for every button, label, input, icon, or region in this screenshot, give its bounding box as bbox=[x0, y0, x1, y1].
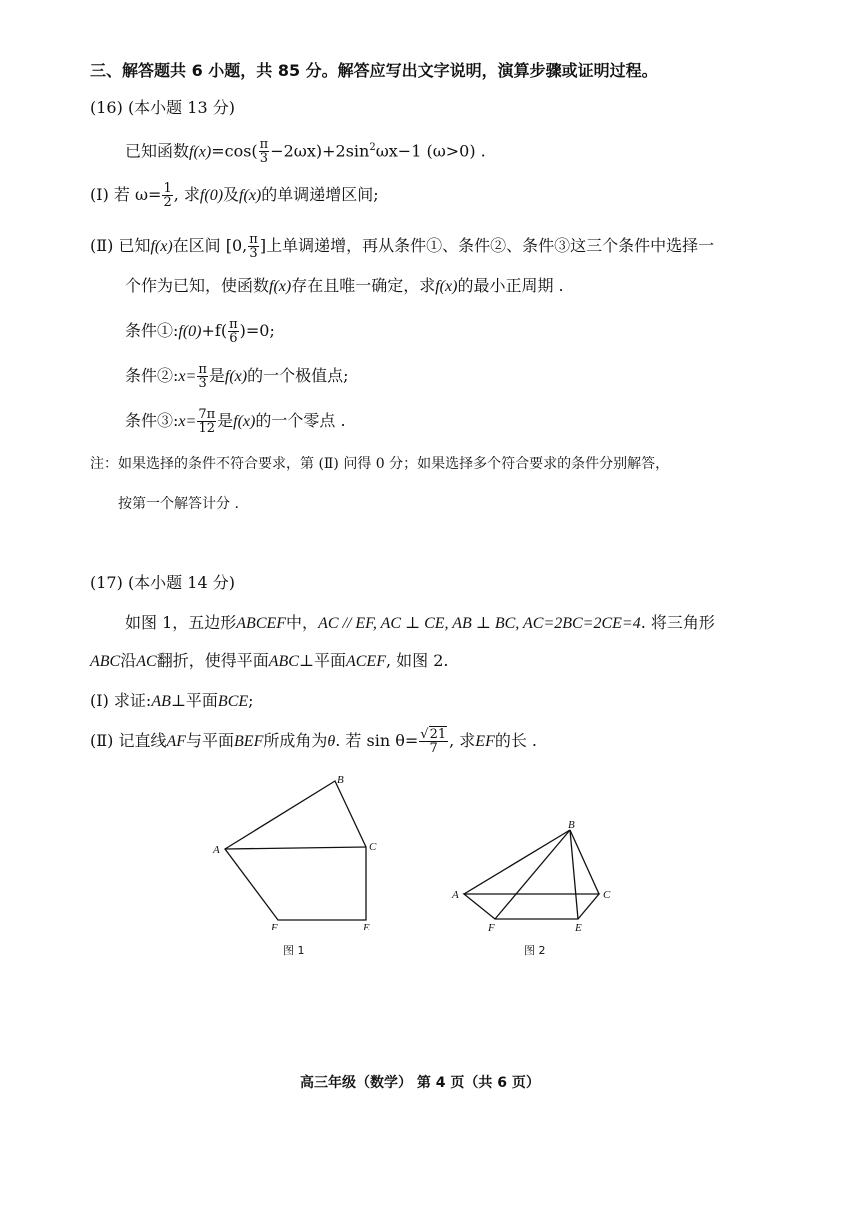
label-a: A bbox=[452, 889, 459, 901]
fraction: $\frac{\pi}{6}$ bbox=[229, 317, 238, 346]
part-label: (Ⅱ) bbox=[90, 236, 114, 255]
segment-bf bbox=[495, 830, 570, 919]
condition-2: 条件②:x= $\frac{\pi}{3}$ 是f(x)的一个极值点; bbox=[125, 362, 349, 391]
part-label: (Ⅱ) bbox=[90, 731, 114, 750]
label-e: E bbox=[575, 922, 582, 933]
q16-stem-text: 已知函数 bbox=[125, 141, 190, 161]
note-line-2: 按第一个解答计分 . bbox=[118, 496, 239, 512]
section-heading: 三、解答题共 6 小题，共 85 分。解答应写出文字说明，演算步骤或证明过程。 bbox=[90, 61, 658, 80]
part-label: (Ⅰ) bbox=[90, 691, 109, 710]
pentagon-outline bbox=[225, 781, 366, 920]
segment-be bbox=[570, 830, 578, 919]
figure-2-folded-solid bbox=[448, 818, 623, 933]
q17-stem-line2: ABC沿AC翻折，使得平面ABC⊥平面ACEF, 如图 2. bbox=[90, 651, 449, 670]
fraction: $\frac{1}{2}$ bbox=[163, 181, 172, 210]
q16-part2-line2: 个作为已知，使函数f(x)存在且唯一确定，求f(x)的最小正周期 . bbox=[125, 276, 564, 295]
figure-1-caption: 图 1 bbox=[283, 944, 305, 957]
q17-header bbox=[90, 572, 235, 594]
base-acef bbox=[464, 894, 599, 919]
fx-symbol: f(x) bbox=[189, 143, 212, 161]
label-b: B bbox=[337, 774, 344, 786]
fraction: $\frac{7\pi}{12}$ bbox=[198, 407, 216, 436]
label-f: F bbox=[488, 922, 495, 933]
note-line-1: 注：如果选择的条件不符合要求，第 (Ⅱ) 问得 0 分；如果选择多个符合要求的条件分别解答， bbox=[90, 456, 670, 472]
segment-ac bbox=[225, 847, 366, 849]
label-b: B bbox=[568, 819, 575, 831]
q16-stem-text: −2ωx)+2sin bbox=[270, 141, 370, 161]
label-a: A bbox=[213, 844, 220, 856]
part-label: (Ⅰ) bbox=[90, 185, 109, 204]
q16-part1: (Ⅰ) 若 ω= $\frac{1}{2}$ , 求f(0)及f(x)的单调递增区间; bbox=[90, 181, 379, 210]
q16-stem-text: ωx−1 (ω>0) . bbox=[375, 141, 486, 161]
label-f: F bbox=[271, 922, 278, 930]
label-c: C bbox=[603, 889, 611, 901]
fraction: $\frac{\pi}{3}$ bbox=[198, 362, 207, 391]
fraction: $\frac{\pi}{3}$ bbox=[249, 232, 258, 261]
q16-number: (16) bbox=[90, 98, 123, 117]
label-e: E bbox=[363, 922, 370, 930]
figure-1-pentagon bbox=[205, 770, 395, 930]
fraction: $\frac{\pi}{3}$ bbox=[259, 137, 269, 167]
q17-points: (本小题 14 分) bbox=[127, 573, 235, 592]
figure-2-caption: 图 2 bbox=[524, 944, 546, 957]
q17-part2: (Ⅱ) 记直线AF与平面BEF所成角为θ. 若 sin θ= $\frac{√21}{7}$ , 求EF的长 . bbox=[90, 727, 538, 756]
q17-part1: (Ⅰ) 求证:AB⊥平面BCE; bbox=[90, 691, 254, 710]
q16-part2: (Ⅱ) 已知f(x)在区间 [0, $\frac{\pi}{3}$ ]上单调递增，再从条件①、条件②、条件③这三个条件中选择一 bbox=[90, 232, 715, 261]
page-footer: 高三年级（数学） 第 4 页（共 6 页） bbox=[300, 1075, 540, 1091]
q16-stem-text: =cos( bbox=[211, 141, 258, 161]
condition-3: 条件③:x= $\frac{7\pi}{12}$ 是f(x)的一个零点 . bbox=[125, 407, 346, 436]
fraction: $\frac{√21}{7}$ bbox=[420, 727, 447, 756]
q16-stem: 已知函数f(x)=cos( $\frac{\pi}{3}$ $-2\omega x)+2\sin^2\omega x-1$ (ω>0) . bbox=[125, 137, 486, 167]
q17-number: (17) bbox=[90, 573, 123, 592]
q16-points: (本小题 13 分) bbox=[127, 98, 235, 117]
q16-header bbox=[90, 97, 235, 119]
segment-ba bbox=[464, 830, 570, 894]
label-c: C bbox=[369, 841, 377, 853]
condition-1: 条件①:f(0)+f( $\frac{\pi}{6}$ )=0; bbox=[125, 317, 275, 346]
q17-stem-line1: 如图 1，五边形ABCEF中，AC // EF, AC ⊥ CE, AB ⊥ BC, AC=2BC=2CE=4. 将三角形 bbox=[125, 613, 715, 632]
